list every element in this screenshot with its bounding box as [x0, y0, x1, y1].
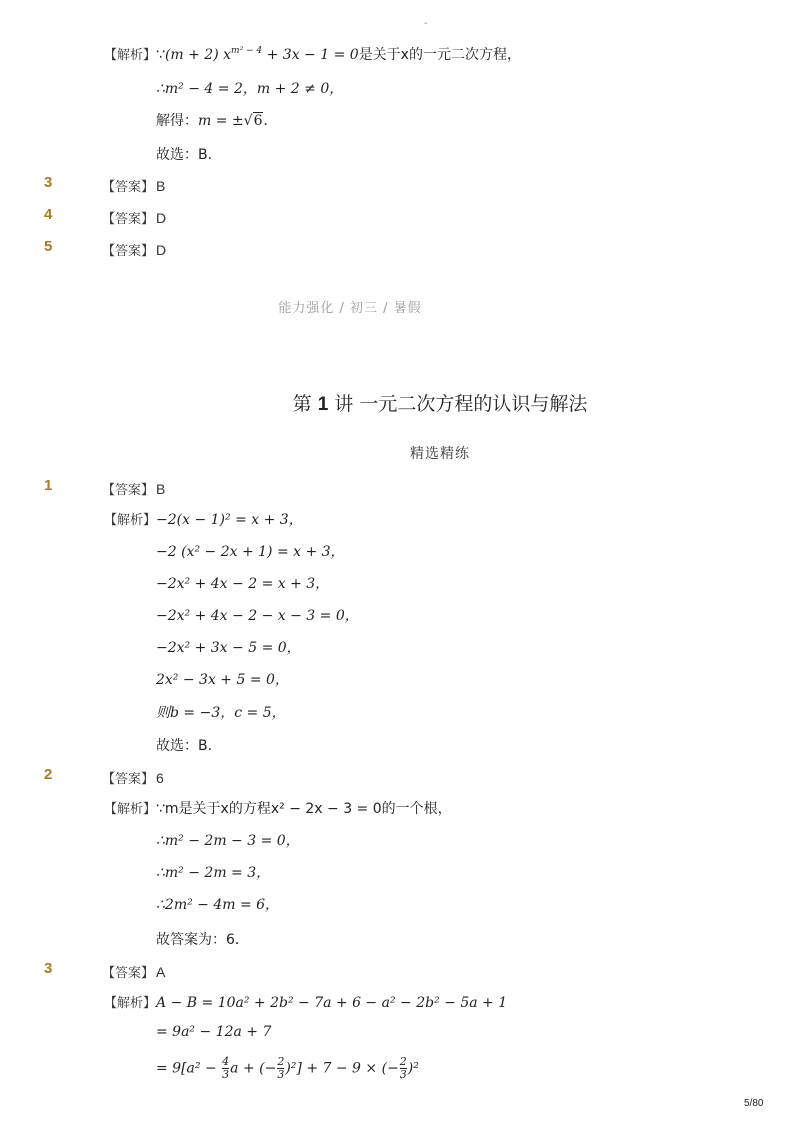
analysis-line: ∴m² − 2m = 3，	[156, 865, 271, 881]
because-symbol: ∵	[156, 47, 165, 63]
answer-line: 【答案】 D	[102, 242, 167, 259]
analysis-line: 故答案为：6．	[156, 932, 249, 948]
analysis-block-1-line3: 解得：m = ±√6．	[156, 113, 278, 129]
analysis-line: 2x² − 3x + 5 = 0，	[156, 672, 289, 688]
analysis-line: = 9a² − 12a + 7	[156, 1024, 272, 1040]
answer-number: 1	[44, 477, 53, 494]
equation-part: + 3x − 1 = 0	[262, 47, 359, 63]
answer-line: 【答案】 D	[102, 210, 167, 227]
analysis-block-1-line1	[104, 44, 521, 64]
analysis-line: −2x² + 3x − 5 = 0，	[156, 640, 301, 656]
period: ．	[263, 113, 278, 129]
analysis-block-1-line2: ∴m² − 4 = 2，m + 2 ≠ 0，	[156, 81, 344, 97]
fraction: $\frac{2}{3}$	[399, 1055, 407, 1081]
analysis-line: −2 (x² − 2x + 1) = x + 3，	[156, 544, 345, 560]
answer-number: 5	[44, 238, 53, 255]
analysis-block-1-line4: 故选：B．	[156, 147, 222, 163]
fraction: $\frac{2}{3}$	[277, 1055, 285, 1081]
analysis-line: 【解析】A − B = 10a² + 2b² − 7a + 6 − a² − 2b² − 5a + 1	[104, 995, 508, 1011]
analysis-line: 【解析】∵m是关于x的方程x² − 2x − 3 = 0的一个根，	[104, 801, 452, 817]
answer-number: 3	[44, 174, 53, 191]
sqrt-radicand: 6	[253, 113, 263, 129]
equation-text: 是关于x的一元二次方程，	[358, 47, 521, 63]
analysis-tag: 【解析】	[104, 48, 157, 63]
answer-number: 4	[44, 206, 53, 223]
answer-line: 【答案】 B	[102, 178, 166, 195]
analysis-line: = 9[a² − $\frac{4}{3}$ a + (− $\frac{2}{3}$ )²] + 7 − 9 × (− $\frac{2}{3}$ )²	[156, 1055, 419, 1081]
analysis-line: −2x² + 4x − 2 = x + 3，	[156, 576, 330, 592]
equation-part: m = ±	[198, 113, 244, 129]
answer-number: 3	[44, 960, 53, 977]
analysis-line: 【解析】−2(x − 1)² = x + 3，	[104, 512, 303, 528]
analysis-line: −2x² + 4x − 2 − x − 3 = 0，	[156, 608, 359, 624]
equation-part: (m + 2) x	[164, 47, 232, 63]
analysis-line: ∴2m² − 4m = 6，	[156, 897, 280, 913]
page-number: 5/80	[744, 1098, 764, 1109]
analysis-line: 故选：B．	[156, 738, 222, 754]
answer-line: 【答案】 6	[102, 770, 164, 787]
section-title: 精选精练	[410, 446, 470, 462]
page-footer-center: 能力强化 / 初三 / 暑假	[278, 301, 422, 316]
analysis-line: 则b = −3，c = 5，	[156, 705, 286, 721]
fraction: $\frac{4}{3}$	[222, 1055, 230, 1081]
analysis-line: ∴m² − 2m − 3 = 0，	[156, 833, 300, 849]
lecture-title: 第 1 讲 一元二次方程的认识与解法	[292, 393, 588, 415]
answer-line: 【答案】 A	[102, 964, 166, 981]
answer-line: 【答案】 B	[102, 481, 166, 498]
exponent: m² − 4	[231, 46, 263, 56]
solve-label: 解得：	[156, 113, 198, 129]
answer-number: 2	[44, 766, 53, 783]
top-mark: -	[424, 18, 428, 29]
